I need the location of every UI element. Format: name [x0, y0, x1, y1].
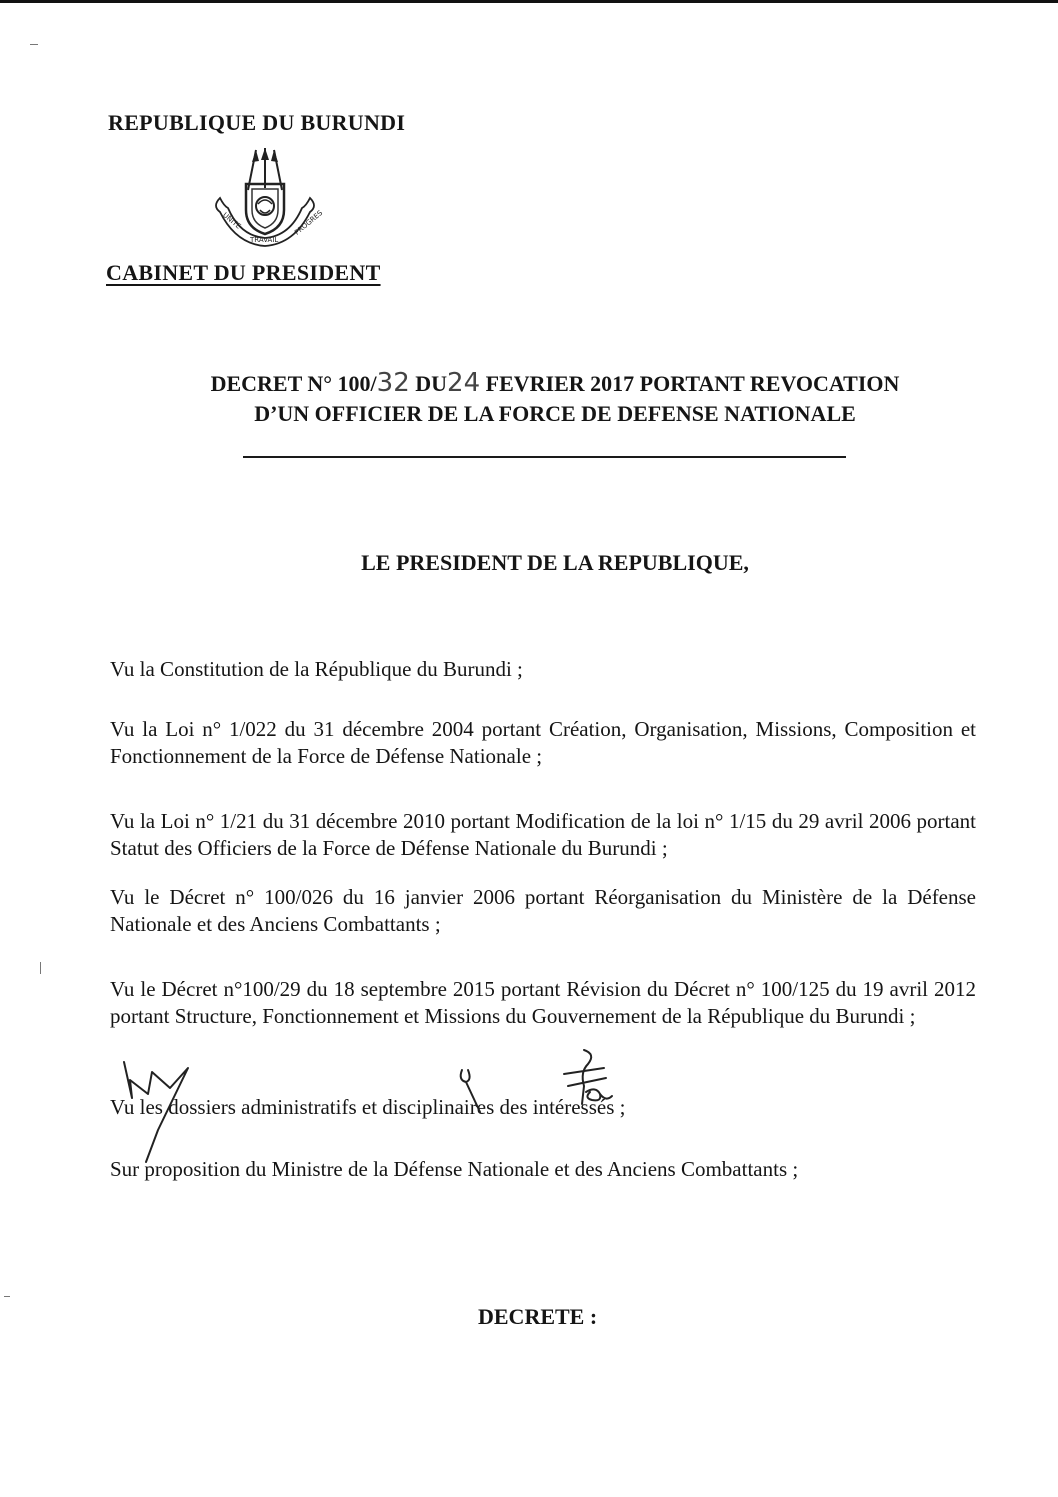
consideration-loi-2010: Vu la Loi n° 1/21 du 31 décembre 2010 portant Modification de la loi n° 1/15 du 29 avril 2006 portant Statut des Officiers de la Force de Défense Nationale du Burundi ;: [110, 809, 976, 860]
scan-speck: [40, 962, 41, 974]
consideration-loi-2004: Vu la Loi n° 1/022 du 31 décembre 2004 portant Création, Organisation, Missions, Composition et Fonctionnement de la Force de Défense Nationale ;: [110, 717, 976, 768]
consideration-constitution: Vu la Constitution de la République du Burundi ;: [110, 657, 523, 681]
decree-title: [100, 368, 1010, 429]
initials-mark-2: [452, 1066, 492, 1116]
scan-top-edge: [0, 0, 1058, 3]
svg-text:UNITE: UNITE: [221, 210, 243, 231]
decree-day-handwritten: 24: [447, 368, 481, 398]
decree-title-rest: FEVRIER 2017 PORTANT REVOCATION: [480, 371, 900, 396]
decrete-heading: DECRETE :: [478, 1304, 598, 1329]
scan-speck: [4, 1296, 10, 1297]
decree-title-line-1: [100, 368, 1010, 399]
decree-prefix: DECRET N° 100/: [210, 371, 377, 396]
initials-mark-3: [556, 1046, 616, 1110]
coat-of-arms-emblem: [206, 148, 324, 248]
consideration-decret-2006: Vu le Décret n° 100/026 du 16 janvier 2006 portant Réorganisation du Ministère de la Défense Nationale et des Anciens Combattants ;: [110, 885, 976, 936]
decree-du: DU: [409, 371, 448, 396]
consideration-proposition: Sur proposition du Ministre de la Défense Nationale et des Anciens Combattants ;: [110, 1157, 799, 1181]
office-heading: CABINET DU PRESIDENT: [106, 260, 381, 285]
svg-text:PROGRES: PROGRES: [293, 208, 324, 237]
decree-number-handwritten: 32: [376, 368, 410, 398]
consideration-decret-2015: Vu le Décret n°100/29 du 18 septembre 2015 portant Révision du Décret n° 100/125 du 19 avril 2012 portant Structure, Fonctionnement et Missions du Gouvernement de la République du Burundi ;: [110, 977, 976, 1028]
country-heading: REPUBLIQUE DU BURUNDI: [108, 110, 406, 135]
svg-text:TRAVAIL: TRAVAIL: [250, 236, 279, 244]
scan-speck: [30, 44, 38, 45]
title-rule: [243, 456, 846, 458]
decree-title-line-2: D’UN OFFICIER DE LA FORCE DE DEFENSE NATIONALE: [254, 401, 856, 426]
initials-mark-1: [118, 1050, 198, 1165]
consideration-dossiers: Vu les dossiers administratifs et disciplinaires des intéressés ;: [110, 1095, 626, 1119]
president-heading: LE PRESIDENT DE LA REPUBLIQUE,: [361, 550, 749, 575]
